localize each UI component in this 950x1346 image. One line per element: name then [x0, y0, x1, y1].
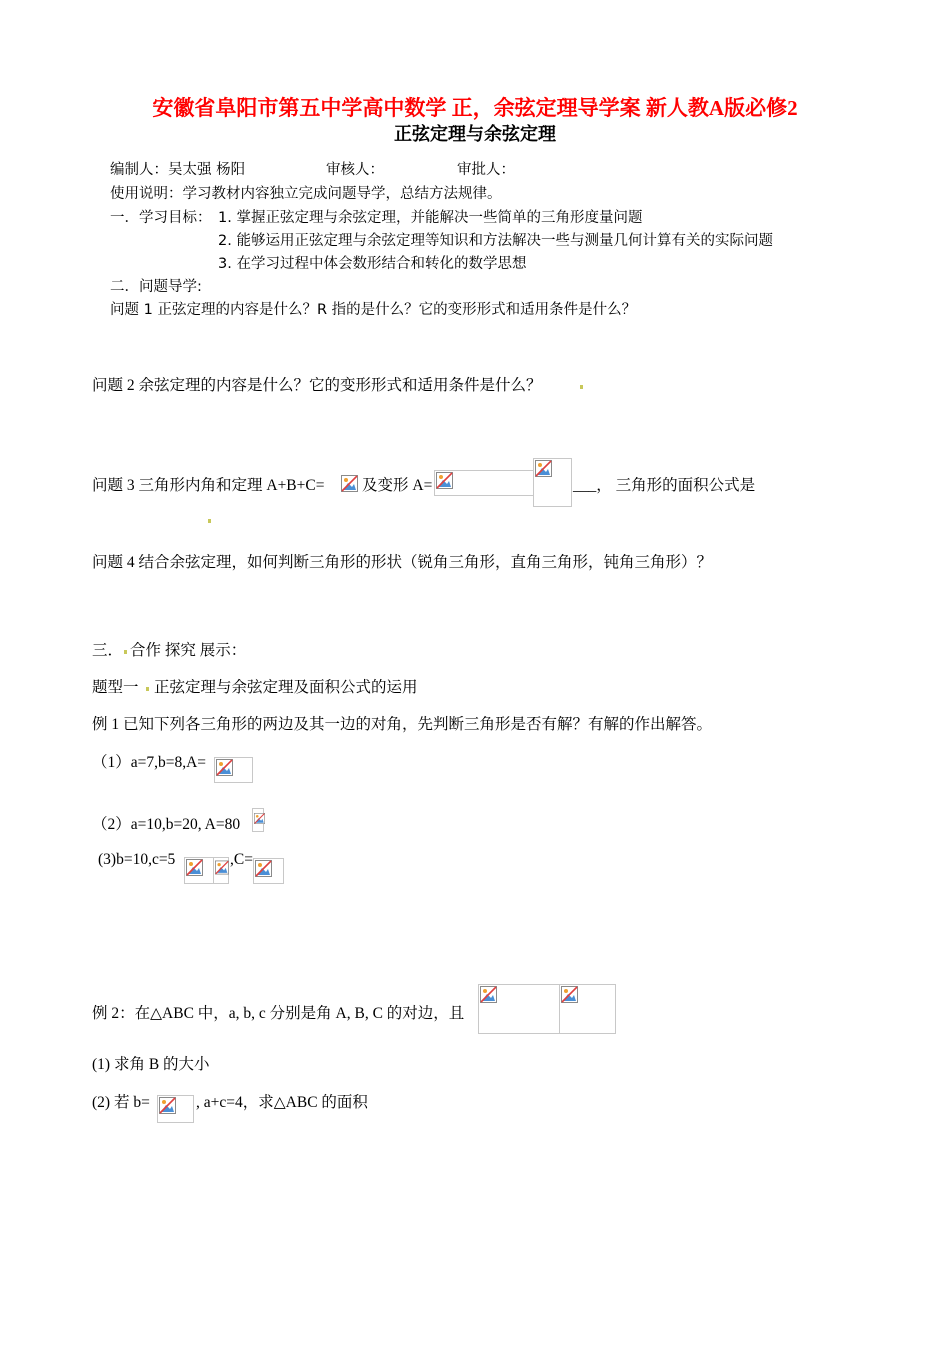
example-1-item-1: （1）a=7,b=8,A=	[92, 754, 207, 771]
formula-image	[252, 808, 264, 832]
question-2: 问题 2 余弦定理的内容是什么？它的变形形式和适用条件是什么？	[92, 377, 542, 394]
doc-title: 安徽省阜阳市第五中学高中数学 正，余弦定理导学案 新人教A版必修2	[152, 96, 798, 120]
question-4: 问题 4 结合余弦定理，如何判断三角形的形状（锐角三角形，直角三角形，钝角三角形）？	[92, 554, 713, 571]
broken-image-icon	[436, 472, 453, 489]
formula-image	[214, 757, 253, 783]
formula-image	[533, 458, 572, 507]
broken-image-icon	[186, 859, 203, 876]
editors: 编制人：吴太强 杨阳	[110, 162, 246, 178]
question-3-part-b: 及变形 A=	[362, 477, 433, 494]
broken-image-icon	[561, 986, 578, 1003]
broken-image-icon	[340, 474, 360, 494]
formula-image	[157, 1095, 194, 1123]
marker-dot	[580, 385, 583, 389]
goals-heading: 一．学习目标：	[110, 210, 212, 226]
usage-note: 使用说明：学习教材内容独立完成问题导学，总结方法规律。	[110, 186, 502, 202]
example-1: 例 1 已知下列各三角形的两边及其一边的对角，先判断三角形是否有解？有解的作出解答。	[92, 716, 713, 733]
broken-image-icon	[215, 859, 229, 876]
formula-image	[478, 984, 560, 1034]
approver: 审批人：	[457, 162, 515, 178]
example-1-item-3-b: ,C=	[230, 851, 253, 868]
example-1-item-2: （2）a=10,b=20, A=80	[92, 816, 241, 833]
formula-image	[559, 984, 616, 1034]
broken-image-icon	[216, 759, 233, 776]
example-2-item-2-b: , a+c=4，求△ABC 的面积	[196, 1094, 368, 1111]
example-2-item-2-a: (2) 若 b=	[92, 1094, 150, 1111]
question-3-part-a: 问题 3 三角形内角和定理 A+B+C=	[92, 477, 325, 494]
type1-title: 正弦定理与余弦定理及面积公式的运用	[154, 679, 418, 696]
broken-image-icon	[255, 860, 272, 877]
formula-image	[213, 857, 229, 884]
example-1-item-3-a: (3)b=10,c=5	[98, 851, 176, 868]
doc-subtitle: 正弦定理与余弦定理	[394, 124, 556, 145]
section3-heading-num: 三．	[92, 642, 124, 659]
example-2: 例 2：在△ABC 中，a, b, c 分别是角 A, B, C 的对边，且	[92, 1005, 465, 1022]
question-1: 问题 1 正弦定理的内容是什么？R 指的是什么？它的变形形式和适用条件是什么？	[110, 302, 637, 318]
marker-dot	[124, 650, 127, 654]
goal-item-3: 3. 在学习过程中体会数形结合和转化的数学思想	[218, 256, 527, 272]
question-3-part-c: ___， 三角形的面积公式是	[573, 477, 756, 494]
formula-image	[184, 857, 214, 884]
marker-dot	[208, 519, 211, 523]
marker-dot	[146, 687, 149, 691]
type1-label: 题型一	[92, 679, 139, 696]
example-2-item-1: (1) 求角 B 的大小	[92, 1056, 210, 1073]
goal-item-2: 2. 能够运用正弦定理与余弦定理等知识和方法解决一些与测量几何计算有关的实际问题	[218, 233, 773, 249]
guide-heading: 二．问题导学:	[110, 279, 202, 295]
goal-item-1: 1. 掌握正弦定理与余弦定理，并能解决一些简单的三角形度量问题	[218, 210, 643, 226]
broken-image-icon	[159, 1097, 176, 1114]
broken-image-icon	[254, 810, 265, 827]
formula-image	[434, 470, 534, 496]
broken-image-icon	[535, 460, 552, 477]
reviewer: 审核人：	[326, 162, 384, 178]
formula-image	[253, 858, 284, 884]
section3-heading: 合作 探究 展示：	[130, 642, 247, 659]
broken-image-icon	[480, 986, 497, 1003]
